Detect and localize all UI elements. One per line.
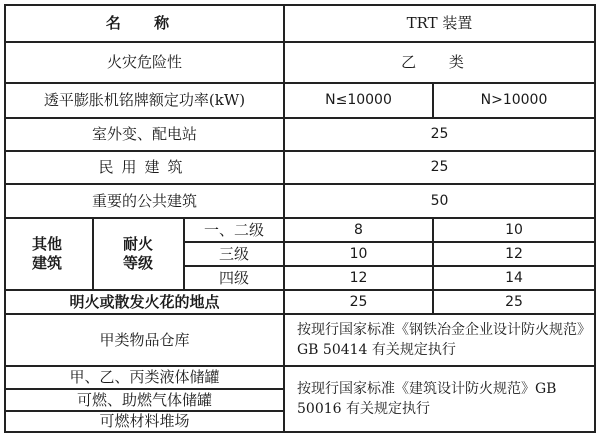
grade-4-col1: 12 xyxy=(349,269,368,286)
fire-hazard-value: 乙 类 xyxy=(401,53,478,71)
storage-note-value: 按现行国家标准《建筑设计防火规范》GB 50016 有关规定执行 xyxy=(297,381,557,417)
grade-3-col1: 10 xyxy=(349,245,368,262)
class-a-warehouse-value: 按现行国家标准《钢铁冶金企业设计防火规范》GB 50414 有关规定执行 xyxy=(297,322,584,358)
power-col1: N≤10000 xyxy=(325,92,392,108)
civil-label: 民用建筑 xyxy=(98,158,191,176)
substation-label: 室外变、配电站 xyxy=(91,125,197,143)
substation-value: 25 xyxy=(430,126,449,142)
grade-4: 四级 xyxy=(218,268,249,287)
table-rule xyxy=(92,217,94,289)
header-name: 名 称 xyxy=(105,14,184,32)
open-fire-col2: 25 xyxy=(505,293,523,310)
grade-3: 三级 xyxy=(218,244,249,263)
grade-3-col2: 12 xyxy=(505,245,523,262)
liquid-tanks-label: 甲、乙、丙类液体储罐 xyxy=(69,368,220,386)
power-label: 透平膨胀机铭牌额定功率(kW) xyxy=(43,91,246,109)
grade-1-2: 一、二级 xyxy=(203,220,264,239)
public-label: 重要的公共建筑 xyxy=(91,191,197,210)
gas-tanks-label: 可燃、助燃气体储罐 xyxy=(76,390,212,409)
open-fire-label: 明火或散发火花的地点 xyxy=(69,292,220,311)
fire-hazard-label: 火灾危险性 xyxy=(106,53,182,71)
grade-4-col2: 14 xyxy=(505,269,523,286)
table-rule xyxy=(594,4,596,433)
grade-1-2-col1: 8 xyxy=(354,221,363,238)
grade-1-2-col2: 10 xyxy=(505,221,523,238)
class-a-warehouse-label: 甲类物品仓库 xyxy=(99,330,190,349)
header-device: TRT 装置 xyxy=(406,14,473,32)
yard-label: 可燃材料堆场 xyxy=(99,412,190,430)
public-value: 50 xyxy=(430,192,449,209)
open-fire-col1: 25 xyxy=(349,293,368,310)
other-buildings-label: 其他 建筑 xyxy=(31,235,62,272)
fire-rating-label: 耐火 等级 xyxy=(122,235,153,272)
power-col2: N>10000 xyxy=(480,92,548,108)
civil-value: 25 xyxy=(430,159,449,175)
table-rule xyxy=(4,431,596,433)
